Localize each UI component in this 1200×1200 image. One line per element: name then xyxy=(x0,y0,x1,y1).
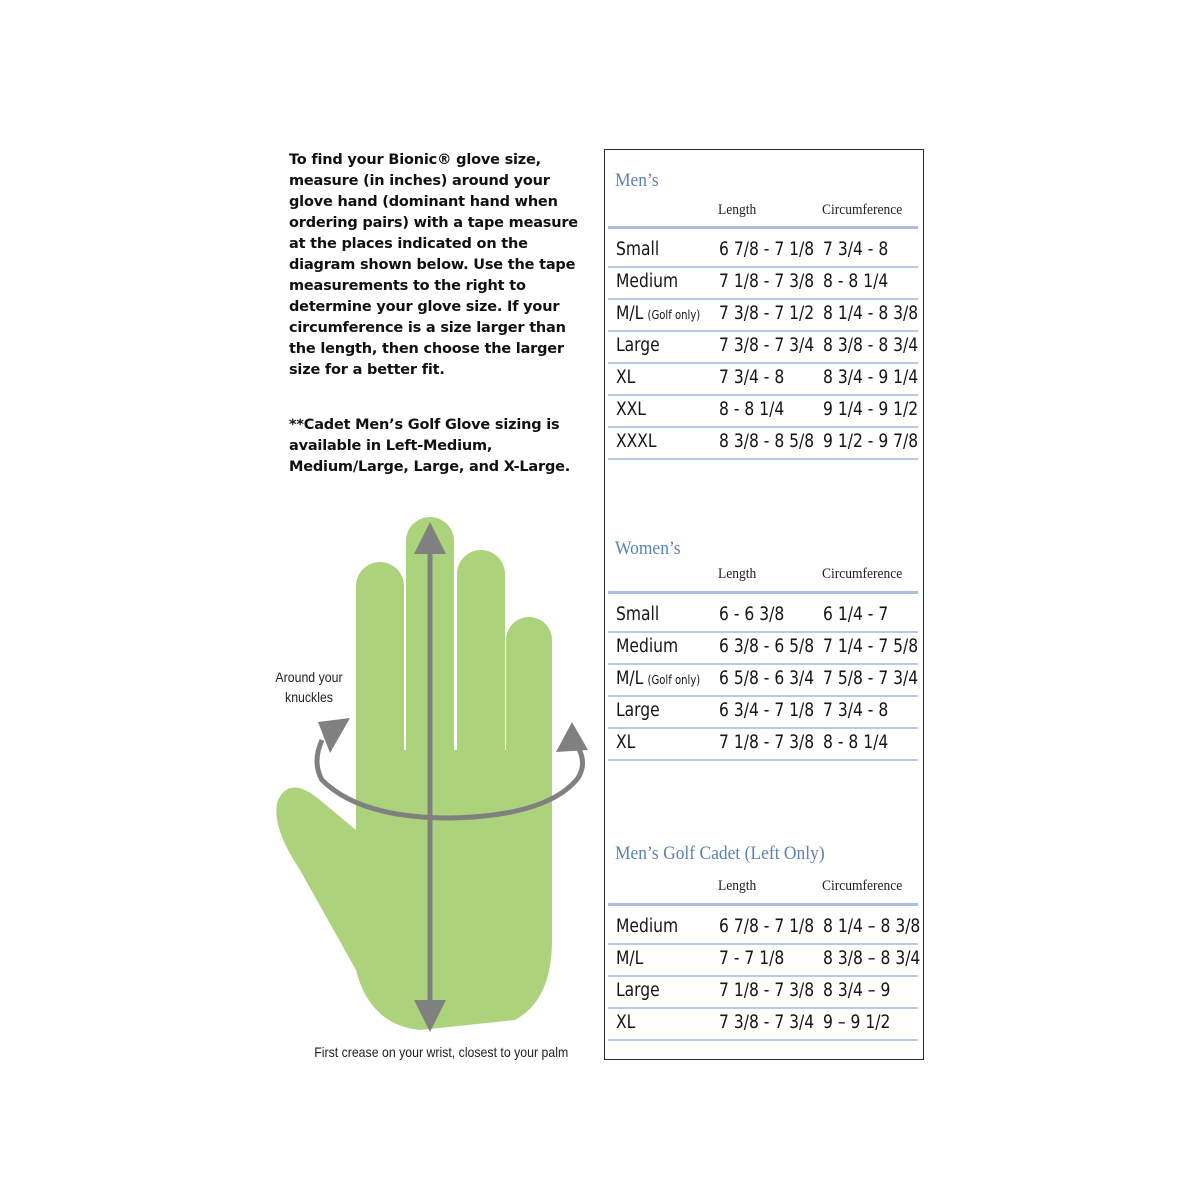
length-cell: 7 - 7 1/8 xyxy=(719,948,785,969)
table-row xyxy=(608,426,918,460)
size-cell xyxy=(616,668,700,689)
table-row xyxy=(608,599,918,633)
table-row xyxy=(608,1007,918,1041)
size-label: XXXL xyxy=(616,431,657,452)
table-row xyxy=(608,234,918,268)
mens-length-header: Length xyxy=(718,202,757,218)
sizing-instructions xyxy=(289,150,589,478)
circumference-arrow-right-icon xyxy=(556,722,588,752)
circumference-cell: 8 1/4 - 8 3/8 xyxy=(823,303,919,324)
length-cell: 7 3/8 - 7 3/4 xyxy=(719,335,815,356)
circumference-arrow-left-icon xyxy=(318,718,350,753)
knuckles-label xyxy=(271,667,347,707)
size-cell xyxy=(616,604,659,625)
hand-measurement-diagram xyxy=(260,500,600,1070)
size-cell xyxy=(616,431,657,452)
mens-circumference-header: Circumference xyxy=(822,202,903,218)
size-cell xyxy=(616,916,678,937)
size-label: Large xyxy=(616,335,660,356)
knuckles-label-line1: Around your xyxy=(275,669,343,685)
size-cell xyxy=(616,948,643,969)
circumference-cell: 9 1/2 - 9 7/8 xyxy=(823,431,919,452)
table-row xyxy=(608,663,918,697)
mens-header-rule xyxy=(608,226,918,229)
size-cell xyxy=(616,303,700,324)
size-label: Large xyxy=(616,700,660,721)
womens-header-rule xyxy=(608,591,918,594)
size-label: Large xyxy=(616,980,660,1001)
circumference-cell: 8 3/4 - 9 1/4 xyxy=(823,367,919,388)
table-row xyxy=(608,362,918,396)
womens-title: Women’s xyxy=(615,538,681,559)
size-label: XXL xyxy=(616,399,646,420)
length-cell: 8 - 8 1/4 xyxy=(719,399,785,420)
cadet-circumference-header: Circumference xyxy=(822,878,903,894)
size-label: XL xyxy=(616,367,636,388)
table-row xyxy=(608,298,918,332)
size-label: M/L xyxy=(616,668,644,689)
cadet-header-rule xyxy=(608,903,918,906)
mens-title: Men’s xyxy=(615,170,659,191)
size-cell xyxy=(616,239,659,260)
size-note: (Golf only) xyxy=(647,673,701,687)
size-label: Small xyxy=(616,239,660,260)
size-chart-panel xyxy=(604,149,924,1060)
table-row xyxy=(608,394,918,428)
circumference-cell: 7 1/4 - 7 5/8 xyxy=(823,636,919,657)
size-cell xyxy=(616,367,635,388)
cadet-title: Men’s Golf Cadet (Left Only) xyxy=(615,843,825,864)
size-label: Medium xyxy=(616,271,679,292)
size-cell xyxy=(616,636,678,657)
length-cell: 6 5/8 - 6 3/4 xyxy=(719,668,815,689)
circumference-cell: 8 1/4 – 8 3/8 xyxy=(823,916,921,937)
table-row xyxy=(608,631,918,665)
length-cell: 6 7/8 - 7 1/8 xyxy=(719,916,815,937)
size-label: XL xyxy=(616,732,636,753)
size-label: XL xyxy=(616,1012,636,1033)
length-cell: 6 3/8 - 6 5/8 xyxy=(719,636,815,657)
size-cell xyxy=(616,271,678,292)
table-row xyxy=(608,330,918,364)
circumference-cell: 7 5/8 - 7 3/4 xyxy=(823,668,919,689)
size-cell xyxy=(616,1012,635,1033)
length-cell: 6 7/8 - 7 1/8 xyxy=(719,239,815,260)
length-cell: 7 1/8 - 7 3/8 xyxy=(719,980,815,1001)
circumference-cell: 6 1/4 - 7 xyxy=(823,604,889,625)
length-cell: 7 3/4 - 8 xyxy=(719,367,785,388)
size-cell xyxy=(616,732,635,753)
circumference-cell: 8 - 8 1/4 xyxy=(823,271,889,292)
size-label: Small xyxy=(616,604,660,625)
size-cell xyxy=(616,335,660,356)
size-note: (Golf only) xyxy=(647,308,701,322)
cadet-length-header: Length xyxy=(718,878,757,894)
size-cell xyxy=(616,399,646,420)
size-label: Medium xyxy=(616,636,679,657)
circumference-cell: 8 3/4 – 9 xyxy=(823,980,891,1001)
cadet-sizing-note: **Cadet Men’s Golf Glove sizing is available in Left-Medium, Medium/Large, Large, and X-Large. xyxy=(289,417,571,475)
table-row xyxy=(608,911,921,945)
length-cell: 7 1/8 - 7 3/8 xyxy=(719,732,815,753)
length-cell: 7 3/8 - 7 1/2 xyxy=(719,303,815,324)
circumference-cell: 9 1/4 - 9 1/2 xyxy=(823,399,919,420)
table-row xyxy=(608,727,918,761)
size-cell xyxy=(616,980,660,1001)
circumference-cell: 8 - 8 1/4 xyxy=(823,732,889,753)
table-row xyxy=(608,943,921,977)
length-cell: 6 3/4 - 7 1/8 xyxy=(719,700,815,721)
size-label: Medium xyxy=(616,916,679,937)
circumference-cell: 9 – 9 1/2 xyxy=(823,1012,891,1033)
table-row xyxy=(608,975,918,1009)
size-label: M/L xyxy=(616,948,644,969)
size-label: M/L xyxy=(616,303,644,324)
womens-length-header: Length xyxy=(718,566,757,582)
circumference-cell: 7 3/4 - 8 xyxy=(823,700,889,721)
size-cell xyxy=(616,700,660,721)
circumference-cell: 7 3/4 - 8 xyxy=(823,239,889,260)
table-row xyxy=(608,266,918,300)
length-cell: 6 - 6 3/8 xyxy=(719,604,785,625)
circumference-cell: 8 3/8 - 8 3/4 xyxy=(823,335,919,356)
knuckles-label-line2: knuckles xyxy=(285,689,333,705)
length-cell: 7 3/8 - 7 3/4 xyxy=(719,1012,815,1033)
length-cell: 7 1/8 - 7 3/8 xyxy=(719,271,815,292)
circumference-cell: 8 3/8 – 8 3/4 xyxy=(823,948,921,969)
hand-illustration xyxy=(260,500,600,1070)
length-cell: 8 3/8 - 8 5/8 xyxy=(719,431,815,452)
instructions-text: To find your Bionic® glove size, measure (in inches) around your glove hand (dominant hand when ordering pairs) with a tape measure at the places indicated on the diagram shown below. Use the tape measurements to the right to determine your glove size. If your circumference is a size larger than the length, then choose the larger size for a better fit. xyxy=(289,152,578,378)
table-row xyxy=(608,695,918,729)
womens-circumference-header: Circumference xyxy=(822,566,903,582)
wrist-label: First crease on your wrist, closest to your palm xyxy=(314,1044,569,1060)
